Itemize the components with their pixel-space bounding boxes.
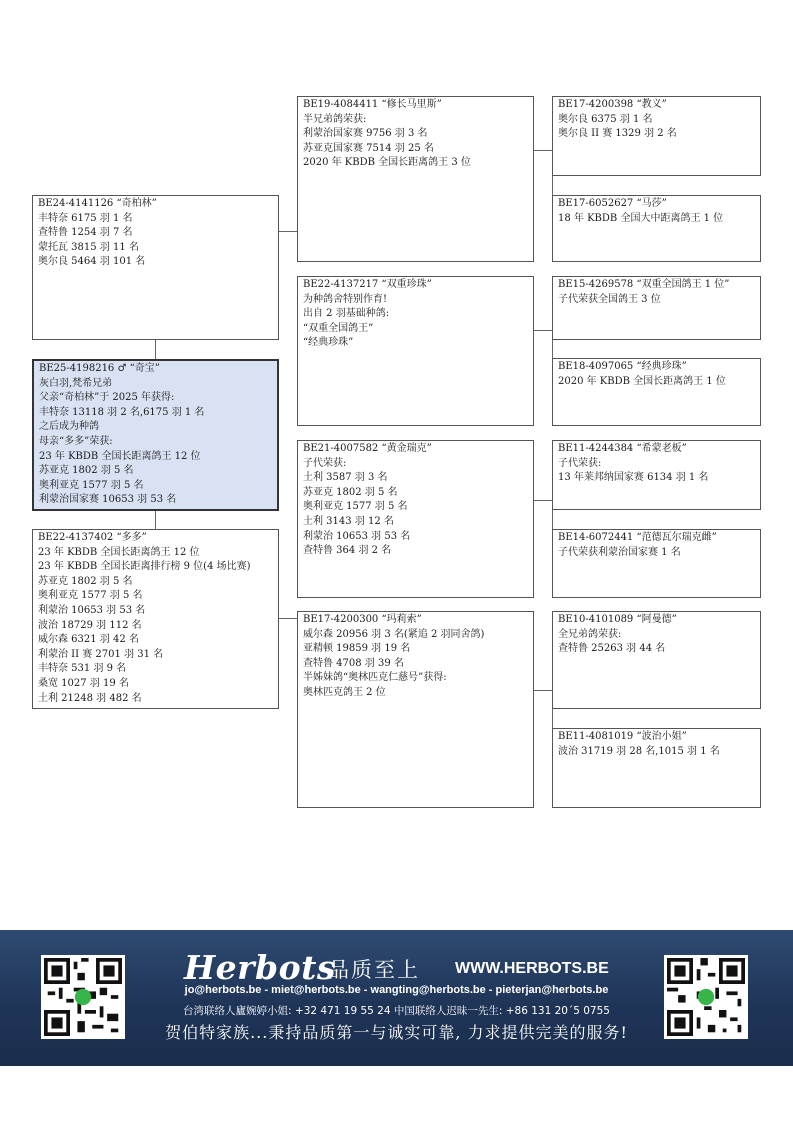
dam-box	[32, 529, 279, 709]
pedigree-line: 为种鸽舍特别作育!	[303, 293, 388, 305]
pigeon-ring-and-name: BE19-4084411 “修长马里斯”	[303, 99, 442, 110]
pedigree-line: 子代荣获全国鸽王 3 位	[558, 293, 661, 305]
pedigree-line: 利蒙治国家赛 9756 羽 3 名	[303, 128, 428, 140]
connector	[155, 510, 156, 530]
pedigree-line: 查特鲁 25263 羽 44 名	[558, 643, 666, 655]
footer-banner	[0, 930, 793, 1066]
pedigree-line: 23 年 KBDB 全国长距离鸽王 12 位	[39, 450, 201, 462]
pedigree-line: 利蒙治 10653 羽 53 名	[38, 604, 146, 616]
slogan: 贺伯特家族...秉持品质第一与诚实可靠, 力求提供完美的服务!	[165, 1023, 628, 1042]
dam-dam-box	[297, 611, 534, 808]
pedigree-line: 查特鲁 364 羽 2 名	[303, 545, 392, 557]
pigeon-ring-and-name: BE18-4097065 “经典珍珠”	[558, 361, 687, 372]
brand-row	[180, 948, 620, 988]
pedigree-line: 威尔森 20956 羽 3 名(紧追 2 羽同舍鸽)	[303, 628, 485, 640]
pedigree-line: 苏亚克 1802 羽 5 名	[303, 486, 398, 498]
pedigree-line: “经典珍珠”	[303, 337, 354, 349]
pedigree-line: 苏亚克国家赛 7514 羽 25 名	[303, 142, 434, 154]
sd-dam-box	[552, 358, 761, 426]
pedigree-line: 23 年 KBDB 全国长距离鸽王 12 位	[38, 546, 200, 558]
pedigree-line: 威尔森 6321 羽 42 名	[38, 634, 139, 646]
pedigree-line: 子代荣获:	[303, 457, 347, 469]
sd-sire-box	[552, 276, 761, 340]
pedigree-line: 23 年 KBDB 全国长距离排行榜 9 位(4 场比赛)	[38, 561, 251, 573]
brand-tagline: 品质至上	[328, 958, 420, 982]
pedigree-line: 苏亚克 1802 羽 5 名	[39, 465, 134, 477]
subject-box	[32, 359, 279, 511]
connector	[155, 339, 156, 360]
pedigree-line: 奥尔良 5464 羽 101 名	[38, 256, 146, 268]
dd-sire-box	[552, 611, 761, 709]
pedigree-line: 丰特奈 531 羽 9 名	[38, 663, 127, 675]
contact-emails[interactable]: jo@herbots.be - miet@herbots.be - wangting@herbots.be - pieterjan@herbots.be	[184, 984, 609, 996]
pedigree-line: 奥尔良 6375 羽 1 名	[558, 113, 653, 125]
pedigree-line: 出自 2 羽基础种鸽:	[303, 308, 390, 320]
pedigree-line: 奥利亚克 1577 羽 5 名	[39, 479, 144, 491]
pigeon-ring-and-name: BE22-4137402 “多多”	[38, 532, 147, 543]
pigeon-ring-and-name: BE15-4269578 “双重全国鸽王 1 位”	[558, 279, 730, 290]
dam-sire-box	[297, 440, 534, 598]
connector	[533, 150, 552, 151]
pedigree-line: 奥利亚克 1577 羽 5 名	[303, 501, 408, 513]
pedigree-line: 丰特奈 13118 羽 2 名,6175 羽 1 名	[39, 406, 205, 418]
pedigree-line: 波治 18729 羽 112 名	[38, 619, 142, 631]
pigeon-ring-and-name: BE24-4141126 “奇柏林”	[38, 198, 157, 209]
sire-dam-box	[297, 276, 534, 426]
ss-sire-box	[552, 96, 761, 176]
contact-phones: 台湾联络人廬婉婷小姐: +32 471 19 55 24 中国联络人迟昧一先生: +86 131 20´5 0755	[183, 1005, 610, 1017]
connector	[533, 330, 552, 331]
pedigree-line: 之后成为种鸽	[39, 421, 99, 433]
pigeon-ring-and-name: BE10-4101089 “阿曼德”	[558, 614, 677, 625]
connector	[533, 690, 552, 691]
connector	[278, 231, 297, 232]
pigeon-ring-and-name: BE25-4198216 ♂ “奇宝”	[39, 363, 160, 374]
pedigree-line: 土利 3143 羽 12 名	[303, 515, 394, 527]
pedigree-line: 利蒙治 II 赛 2701 羽 31 名	[38, 648, 164, 660]
sire-box	[32, 195, 279, 340]
connector	[278, 618, 297, 619]
pedigree-line: 灰白羽,梵希兄弟	[39, 377, 113, 389]
dd-dam-box	[552, 728, 761, 808]
pedigree-line: 查特鲁 4708 羽 39 名	[303, 657, 404, 669]
pedigree-line: 亚精顿 19859 羽 19 名	[303, 643, 411, 655]
pedigree-line: 半姊妹鸽“奥林匹克仁慈号”获得:	[303, 672, 447, 684]
ds-sire-box	[552, 440, 761, 510]
pedigree-line: 13 年莱邦纳国家赛 6134 羽 1 名	[558, 472, 709, 484]
pedigree-line: 蒙托瓦 3815 羽 11 名	[38, 241, 139, 253]
pigeon-ring-and-name: BE17-4200398 “教义”	[558, 99, 667, 110]
pedigree-line: 全兄弟鸽荣获:	[558, 628, 622, 640]
pigeon-ring-and-name: BE11-4081019 “波治小姐”	[558, 731, 687, 742]
pedigree-line: 查特鲁 1254 羽 7 名	[38, 227, 133, 239]
pedigree-line: 苏亚克 1802 羽 5 名	[38, 575, 133, 587]
pedigree-line: 2020 年 KBDB 全国长距离鸽王 1 位	[558, 375, 726, 387]
pigeon-ring-and-name: BE21-4007582 “黄金瑞克”	[303, 443, 432, 454]
website-link[interactable]: WWW.HERBOTS.BE	[455, 960, 609, 977]
pedigree-line: 2020 年 KBDB 全国长距离鸽王 3 位	[303, 157, 471, 169]
pedigree-line: 土利 3587 羽 3 名	[303, 472, 388, 484]
pedigree-line: 桑宽 1027 羽 19 名	[38, 677, 129, 689]
pedigree-line: 利蒙治国家赛 10653 羽 53 名	[39, 494, 177, 506]
pedigree-line: 子代荣获利蒙治国家赛 1 名	[558, 546, 681, 558]
pedigree-line: 波治 31719 羽 28 名,1015 羽 1 名	[558, 745, 720, 757]
connector	[533, 500, 552, 501]
pigeon-ring-and-name: BE22-4137217 “双重珍珠”	[303, 279, 432, 290]
pigeon-ring-and-name: BE14-6072441 “范德瓦尔瑞克雌”	[558, 532, 717, 543]
pigeon-ring-and-name: BE17-4200300 “玛莉索”	[303, 614, 422, 625]
pedigree-line: 奥利亚克 1577 羽 5 名	[38, 590, 143, 602]
pedigree-line: “双重全国鸽王”	[303, 322, 374, 334]
pedigree-line: 父亲“奇柏林”于 2025 年获得:	[39, 392, 175, 404]
pedigree-line: 丰特奈 6175 羽 1 名	[38, 212, 133, 224]
pedigree-line: 半兄弟鸽荣获:	[303, 113, 367, 125]
pigeon-ring-and-name: BE17-6052627 “马莎”	[558, 198, 667, 209]
pedigree-line: 奥林匹克鸽王 2 位	[303, 686, 386, 698]
pedigree-line: 土利 21248 羽 482 名	[38, 692, 142, 704]
pedigree-line: 母亲“多多”荣获:	[39, 435, 113, 447]
pedigree-line: 子代荣获:	[558, 457, 602, 469]
sire-sire-box	[297, 96, 534, 262]
pedigree-line: 利蒙治 10653 羽 53 名	[303, 530, 411, 542]
ds-dam-box	[552, 529, 761, 598]
ss-dam-box	[552, 195, 761, 262]
brand-logo: Herbots	[184, 948, 336, 987]
pedigree-line: 18 年 KBDB 全国大中距离鸽王 1 位	[558, 212, 724, 224]
pigeon-ring-and-name: BE11-4244384 “希蒙老板”	[558, 443, 687, 454]
pedigree-line: 奥尔良 II 赛 1329 羽 2 名	[558, 128, 677, 140]
